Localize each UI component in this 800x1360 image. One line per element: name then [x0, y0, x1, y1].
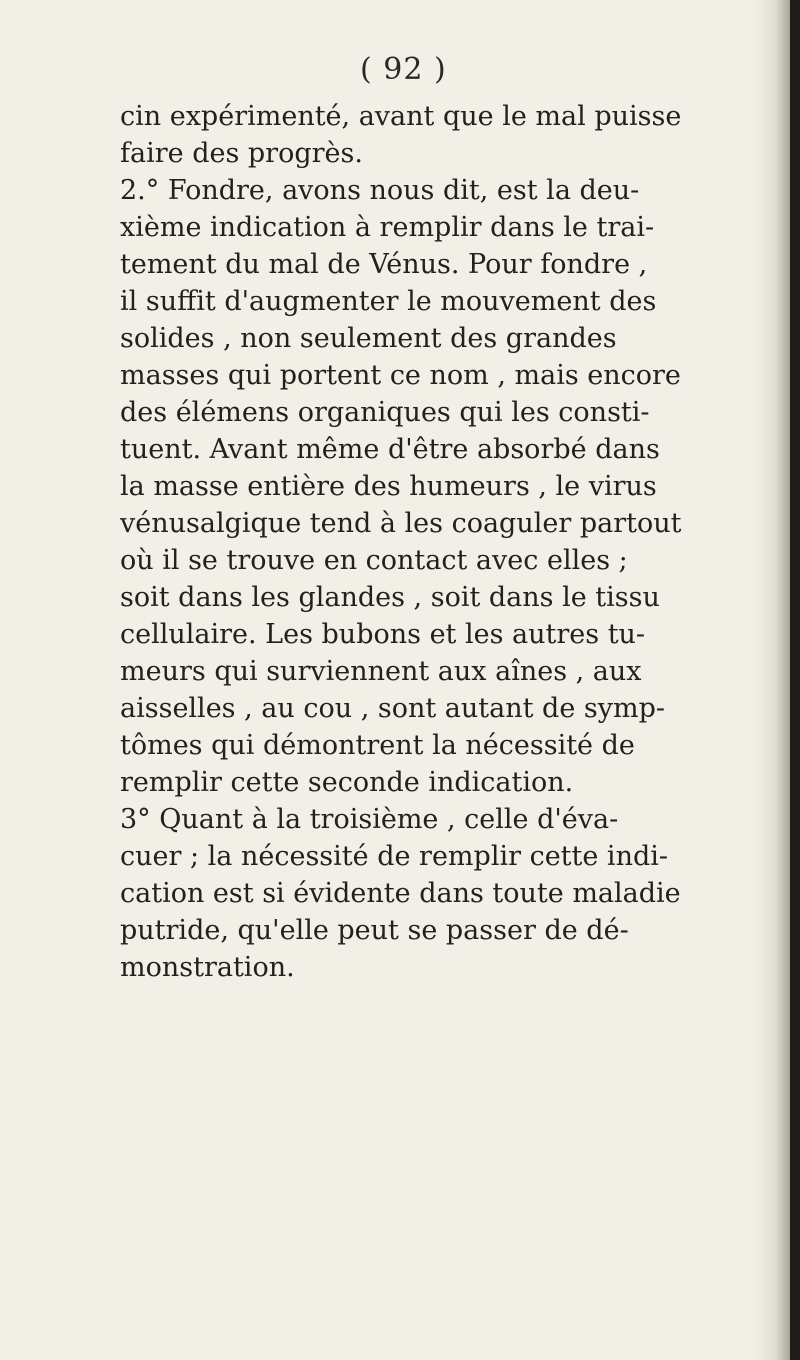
text-line: meurs qui surviennent aux aînes , aux — [120, 656, 642, 687]
text-line: il suffit d'augmenter le mouvement des — [120, 286, 657, 317]
text-line: cellulaire. Les bubons et les autres tu- — [120, 619, 646, 650]
text-line: solides , non seulement des grandes — [120, 323, 617, 354]
text-line: cation est si évidente dans toute maladie — [120, 878, 681, 909]
text-line: cin expérimenté, avant que le mal puisse — [120, 101, 682, 132]
text-line: cuer ; la nécessité de remplir cette indi- — [120, 841, 669, 872]
text-line: des élémens organiques qui les consti- — [120, 397, 650, 428]
text-line: remplir cette seconde indication. — [120, 767, 574, 798]
text-line: tômes qui démontrent la nécessité de — [120, 730, 635, 761]
text-line: aisselles , au cou , sont autant de symp- — [120, 693, 666, 724]
text-line: monstration. — [120, 952, 295, 983]
text-line: putride, qu'elle peut se passer de dé- — [120, 915, 629, 946]
text-line: où il se trouve en contact avec elles ; — [120, 545, 628, 576]
text-line: xième indication à remplir dans le trai- — [120, 212, 655, 243]
spine-edge — [790, 0, 800, 1360]
page-number: ( 92 ) — [360, 52, 447, 87]
text-line: vénusalgique tend à les coaguler partout — [120, 508, 682, 539]
text-line: masses qui portent ce nom , mais encore — [120, 360, 681, 391]
body-text — [120, 98, 780, 986]
text-line: 2.° Fondre, avons nous dit, est la deu- — [120, 175, 640, 206]
text-line: 3° Quant à la troisième , celle d'éva- — [120, 804, 619, 835]
text-line: faire des progrès. — [120, 138, 363, 169]
text-line: soit dans les glandes , soit dans le tissu — [120, 582, 660, 613]
text-line: tement du mal de Vénus. Pour fondre , — [120, 249, 648, 280]
text-line: la masse entière des humeurs , le virus — [120, 471, 657, 502]
text-line: tuent. Avant même d'être absorbé dans — [120, 434, 660, 465]
